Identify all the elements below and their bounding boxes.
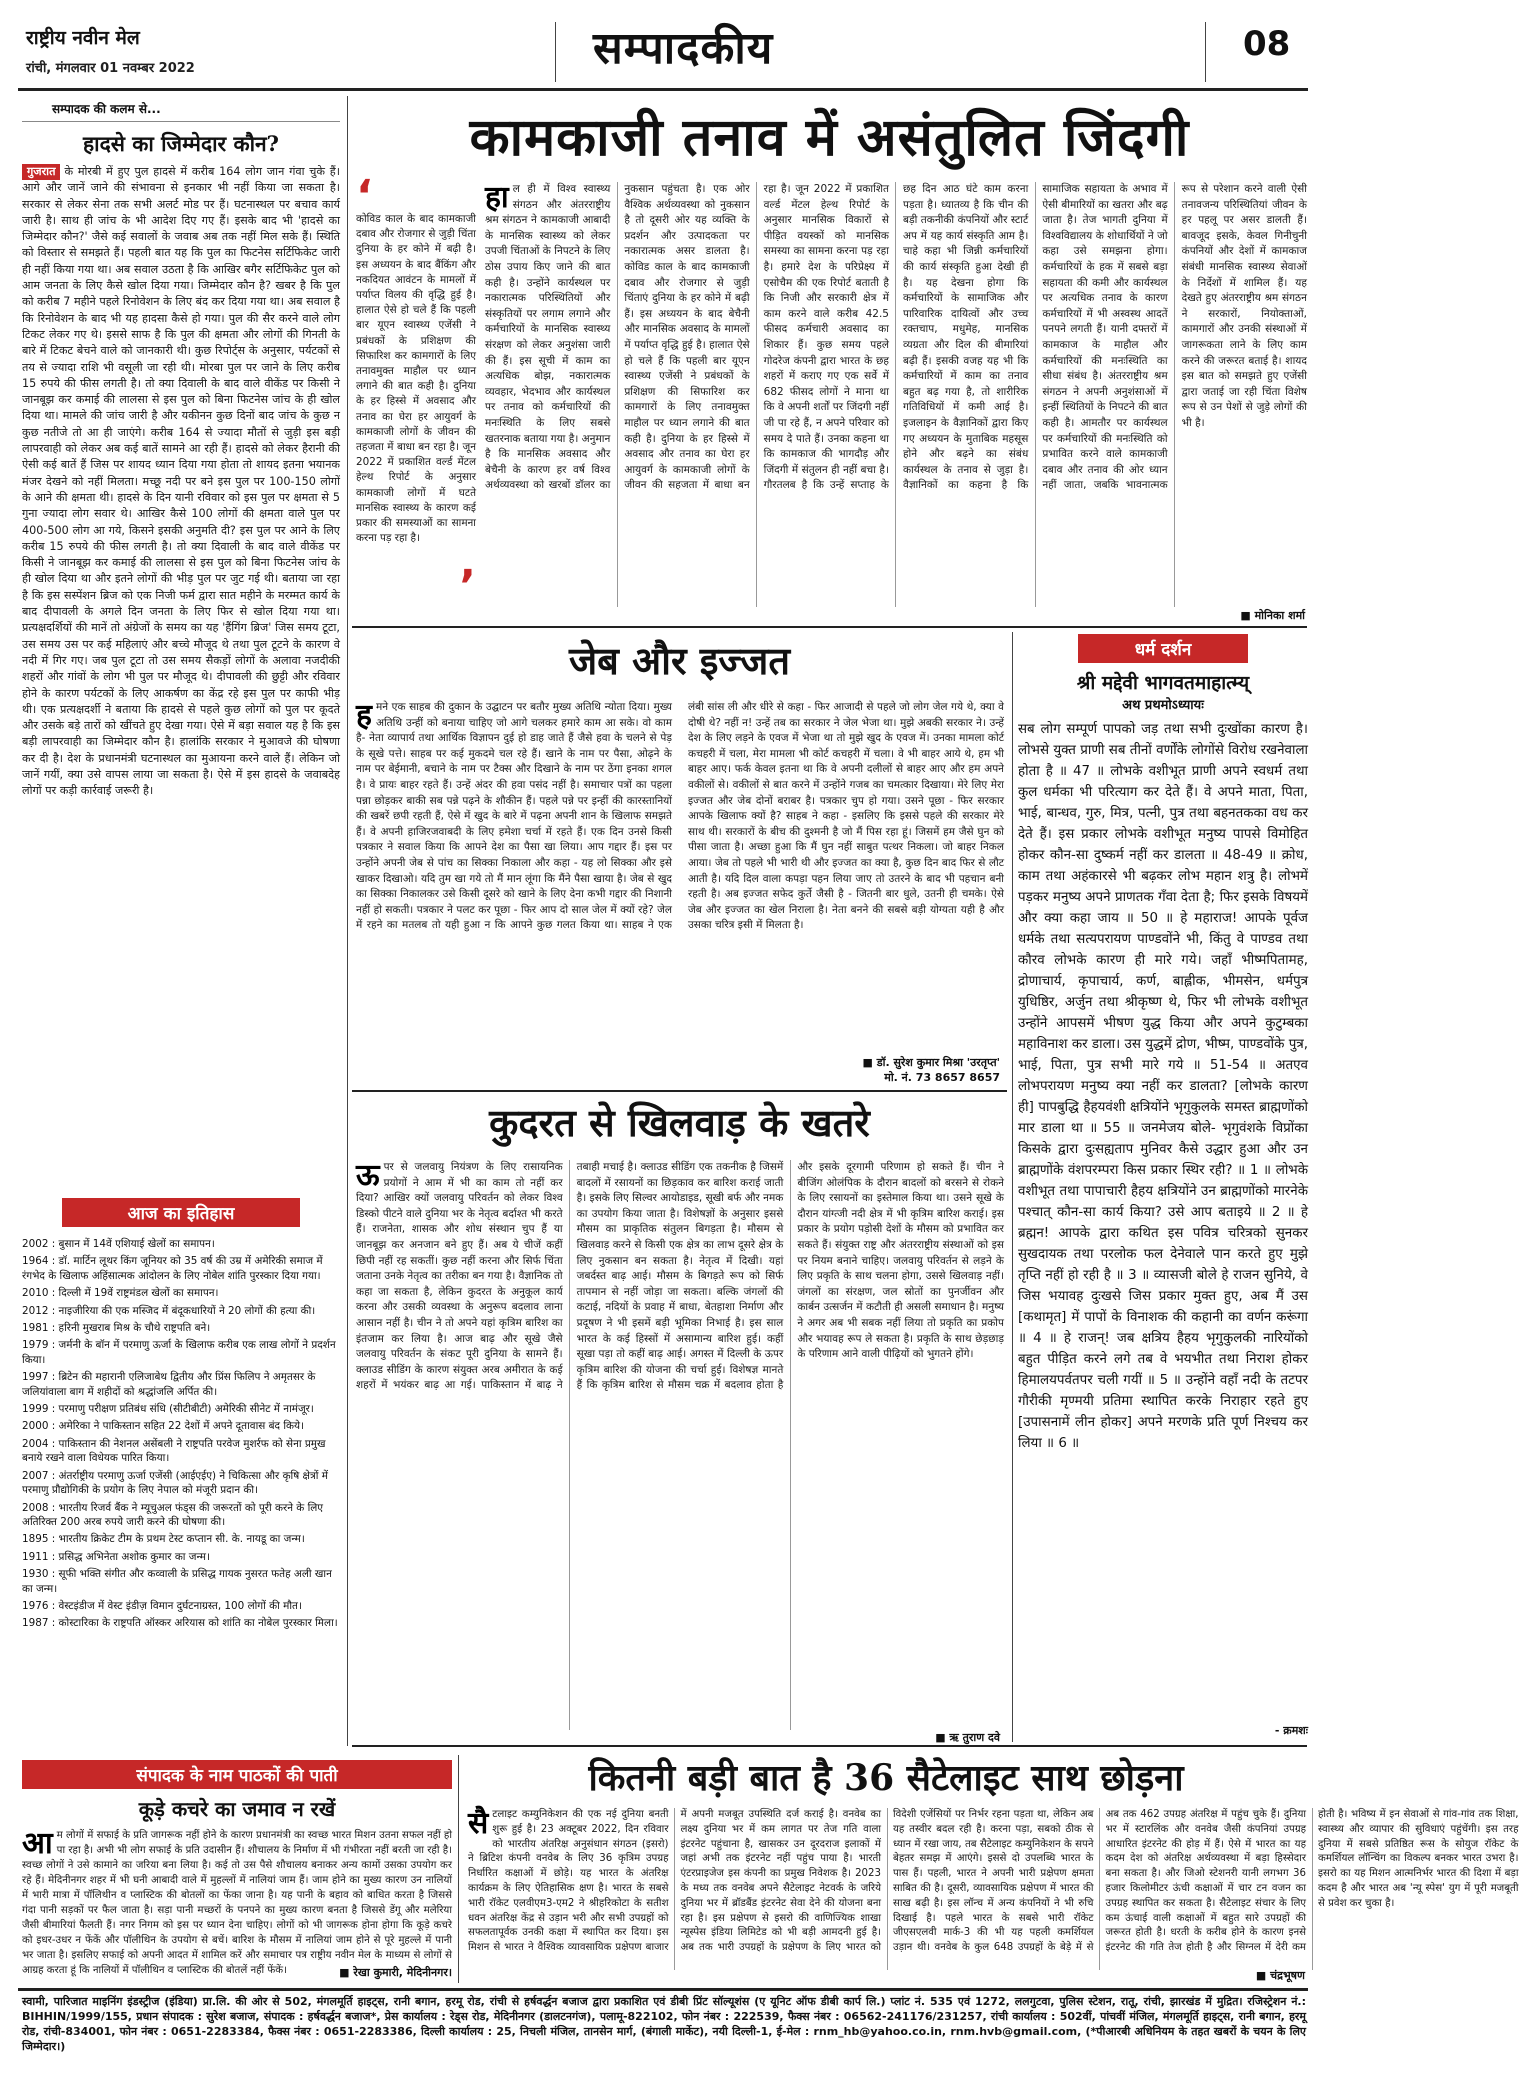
- history-item: 1930 : सूफी भक्ति संगीत और कव्वाली के प्रसिद्ध गायक नुसरत फतेह अली खान का जन्म।: [22, 1568, 332, 1595]
- history-item: 2004 : पाकिस्तान की नेशनल असेंबली ने राष्ट्रपति परवेज मुशर्रफ को सेना प्रमुख बनाये रखने वाला विधेयक पारित किया।: [22, 1437, 326, 1465]
- dharm-subtitle: अथ प्रथमोऽध्यायः: [1122, 698, 1204, 713]
- dateline: रांची, मंगलवार 01 नवम्बर 2022: [26, 61, 195, 76]
- history-item: 1976 : वेस्टइंडीज में वेस्ट इंडीज़ विमान दुर्घटनाग्रस्त, 100 लोगों की मौत।: [22, 1599, 302, 1612]
- history-list: [22, 1237, 340, 1631]
- dharm-body: सब लोग सम्पूर्ण पापको जड़ तथा सभी दुःखोंका कारण है। लोभसे युक्त प्राणी सब तीनों वर्णोंके लोगोंसे विरोध रखनेवाला होता है ॥ 47 ॥ लोभके वशीभूत प्राणी अपने स्वधर्म तथा कुल धर्मका भी परित्याग कर देते हैं। वे अपने माता, पिता, भाई, बान्धव, गुरु, मित्र, पत्नी, पुत्र तथा बहनतकका वध कर देते हैं। इस प्रकार लोभके वशीभूत मनुष्य पापसे विमोहित होकर कौन-सा दुष्कर्म नहीं कर डालता ॥ 48-49 ॥ क्रोध, काम तथा अहंकारसे भी बढ़कर लोभ महान शत्रु है। लोभमें पड़कर मनुष्य अपने प्राणतक गँवा देता है; फिर इसके विषयमें और क्या कहा जाय ॥ 50 ॥ हे महाराज! आपके पूर्वज धर्मके तथा सत्यपरायण पाण्डवोंने भी, किंतु वे पाण्डव तथा कौरव लोभके कारण ही मारे गये। जहाँ भीष्मपितामह, द्रोणाचार्य, कृपाचार्य, कर्ण, बाह्लीक, भीमसेन, धर्मपुत्र युधिष्ठिर, अर्जुन तथा श्रीकृष्ण थे, फिर भी लोभके वशीभूत उन्होंने आपसमें भीषण युद्ध किया और अपने कुटुम्बका महाविनाश कर डाला। उस युद्धमें द्रोण, भीष्म, पाण्डवोंके पुत्र, भाई, पिता, पुत्र सभी मारे गये ॥ 51-54 ॥ अतएव लोभपरायण मनुष्य क्या नहीं कर डालता? [लोभके कारण ही] पापबुद्धि हैहयवंशी क्षत्रियोंने भृगुकुलके समस्त ब्राह्मणोंको मार डाला था ॥ 55 ॥ जनमेजय बोले- भृगुवंशके विप्रोंका किसके द्वारा दुःसह्यताप मुनिवर कैसे उद्धार हुआ और उन ब्राह्मणोंके वंशपरम्परा किस प्रकार स्थिर रही? ॥ 1 ॥ लोभके वशीभूत तथा पापाचारी हैहय क्षत्रियोंने उन ब्राह्मणोंको मारनेके पश्चात् कौन-सा कार्य किया? उसे आप बताइये ॥ 2 ॥ हे ब्रह्मन! आपके द्वारा कथित इस पवित्र चरित्रको सुनकर सुखदायक तथा परलोक फल देनेवाले पान करते हुए मुझे तृप्ति नहीं हो रही है ॥ 3 ॥ व्यासजी बोले हे राजन सुनिये, वे जिस भयावह दुःखसे जिस प्रकार मुक्त हुए, अब मैं उस [कथामृत] में पापों के विनाशक की कहानी का वर्णन करूंगा ॥ 4 ॥ हे राजन्! जब क्षत्रिय हैहय भृगुकुलकी नारियोंको बहुत पीड़ित करने लगे तब वे भयभीत तथा निराश होकर हिमालयपर्वतपर चली गयीं ॥ 5 ॥ उन्होंने वहाँ नदी के तटपर गौरीकी मृण्मयी प्रतिमा स्थापित करके निराहार रहते हुए [उपासनामें लीन होकर] अपने मरणके प्रति पूर्ण निश्चय कर लिया ॥ 6 ॥: [1018, 722, 1308, 1451]
- footer-imprint: स्वामी, पारिजात माइनिंग इंडस्ट्रीज (इंडिया) प्रा.लि. की ओर से 502, मंगलमूर्ति हाइट्स, रानी बगान, हरमू रोड, रांची से हर्षवर्द्धन बजाज द्वारा प्रकाशित एवं डीबी प्रिंट सॉल्यूशंस (ए यूनिट ऑफ डीबी कार्प लि.) प्लांट नं. 535 एवं 1272, ललगुटवा, पुलिस स्टेशन, रातू, रांची, झारखंड में मुद्रित। रजिस्ट्रेशन नं.: BIHHIN/1999/155, प्रधान संपादक : सुरेश बजाज, संपादक : हर्षवर्द्धन बजाज*, प्रेस कार्यालय : रेड्स रोड, मेदिनीनगर (डालटनगंज), पलामू-822102, फोन नंबर : 222539, फैक्स नंबर : 06562-241176/231257, रांची कार्यालय : 502वीं, पांचवीं मंजिल, मंगलमूर्ति हाइट्स, रानी बगान, हरमू रोड, रांची-834001, फोन नंबर : 0651-2283384, फैक्स नंबर : 0651-2283386, दिल्ली कार्यालय : 25, निचली मंजिल, तानसेन मार्ग, (बंगाली मार्केट), नयी दिल्ली-1, ई-मेल : rnm_hb@yahoo.co.in, rnm.hvb@gmail.com, (*पीआरबी अधिनियम के तहत खबरों के चयन के लिए जिम्मेदार।): [22, 1995, 1306, 2053]
- letters-banner: संपादक के नाम पाठकों की पाती: [22, 1760, 452, 1789]
- column-text: के मोरबी में हुए पुल हादसे में करीब 164 लोग जान गंवा चुके हैं। आगे और जानें जाने की संभावना से इनकार भी नहीं किया जा सकता है। सरकार से लेकर सेना तक सभी अलर्ट मोड पर हैं। घटनास्थल पर बचाव कार्य जारी है। साथ ही जांच के भी आदेश दिए गए हैं। इसके बाद भी 'हादसे का जिम्मेदार कौन?' जैसे कई सवालों के जवाब अब तक नहीं मिल सके हैं। स्थिति को विस्तार से समझते हैं। पहली बात यह कि पुल का फिटनेस सर्टिफिकेट जारी ही नहीं किया गया था। अब सवाल उठता है कि आखिर बगैर सर्टिफिकेट पुल को आम जनता के लिए कैसे खोल दिया गया। जिम्मेदार कौन है? खबर है कि पुल को करीब 7 महीने पहले रिनोवेशन के लिए बंद कर दिया गया था। अब सवाल है कि रिनोवेशन के बाद भी यह हादसा कैसे हो गया। पुल की सैर करने वाले लोग टिकट लेकर गए थे। इससे साफ है कि पुल की क्षमता और लोगों की गिनती के बारे में टिकट बेचने वाले को जानकारी थी। कुछ रिपोर्ट्स के अनुसार, पर्यटकों से तय से ज्यादा राशि भी वसूली जा रही थी। मोरबा पुल पर जाने के लिए करीब 15 रुपये की फीस लगती है। तो क्या दिवाली के बाद वाले वीकेंड पर किसी ने जानबूझ कर कमाई की लालसा से इस पुल को बिना फिटनेस जांच के ही खोल दिया था। मामले की जांच जारी है और यकीनन कुछ दिनों बाद जांच के कुछ न कुछ नतीजे तो आ ही जाएंगे। करीब 164 से ज्यादा मौतों से जुड़ी इस बड़ी लापरवाही को लेकर अब कई बातें सामने आ रही हैं। हादसे को लेकर हैरानी की ऐसी कई बातें हैं जिस पर शायद ध्यान दिया गया होता तो शायद इतना भयानक मंजर देखने को नहीं मिलता। मच्छू नदी पर बने इस पुल पर 100-150 लोगों के आने की क्षमता थी। हादसे के दिन यानी रविवार को इस पुल पर क्षमता से 5 गुना ज्यादा लोग सवार थे। आखिर कैसे 100 लोगों की क्षमता वाले पुल पर 400-500 लोग आ गये, किसने इसकी अनुमति दी? इस पुल पर आने के लिए करीब 15 रुपये की फीस लगती है। तो क्या दिवाली के बाद वाले वीकेंड पर किसी ने जानबूझ कर कमाई की लालसा से इस पुल को बिना फिटनेस जांच के ही खोल दिया था और इतने लोगों की भीड़ पुल पर जुट गई थी। बताया जा रहा है कि इस सस्पेंशन ब्रिज को एक निजी फर्म द्वारा सात महीने के मरम्मत कार्य के बाद दीपावली के अगले दिन जनता के लिए फिर से खोल दिया गया था। प्रत्यक्षदर्शियों की मानें तो अंग्रेजों के समय का यह 'हैंगिंग ब्रिज' जिस समय टूटा, उस समय उस पर कई महिलाएं और बच्चे मौजूद थे तथा पुल टूटने के कारण वे नदी में गिर गए। जब पुल टूटा तो उस समय सैकड़ों लोगों के अलावा नजदीकी शहरों और गांवों के लोग भी पुल पर मौजूद थे। दीपावली की छुट्टी और रविवार होने के कारण पर्यटकों के लिए आकर्षण का केंद्र रहे इस पुल पर काफी भीड़ थी। एक प्रत्यक्षदर्शी ने बताया कि हादसे से पहले कुछ लोगों को पुल पर कूदते और उसके बड़े तारों को खींचते हुए देखा गया। ऐसे में बड़ा सवाल यह है कि इस बड़ी लापरवाही का जिम्मेदार कौन है। हालांकि सरकार ने मुआवजे की घोषणा कर दी है। देश के प्रधानमंत्री घटनास्थल का मुआयना करने वाले हैं। लेकिन जो जानें गयीं, क्या उसे वापस लाया जा सकता है। ऐसे में इस हादसे के जवाबदेह लोगों पर कड़ी कार्रवाई जरूरी है।: [22, 165, 340, 798]
- dharm-banner: धर्म दर्शन: [1078, 634, 1248, 663]
- history-item: 1981 : हरिनी मुखराब मिश्र के चौथे राष्ट्रपति बने।: [22, 1322, 211, 1335]
- satellite-byline: ■ चंद्रभूषण: [1255, 1969, 1305, 1982]
- jeb-phone: मो. नं. 73 8657 8657: [884, 1071, 1000, 1084]
- lead-text: ल ही में विश्व स्वास्थ्य संगठन और अंतरराष्ट्रीय श्रम संगठन ने कामकाजी आबादी के मानसिक स्वास्थ्य को लेकर उपजी चिंताओं के निपटने के लिए ठोस उपाय किए जाने की बात कही है। उन्होंने कार्यस्थल पर नकारात्मक परिस्थितियों और संस्कृतियों पर लगाम लगाने और कर्मचारियों के मानसिक स्वास्थ्य संरक्षण को लेकर अनुशंसा जारी की हैं। इस सूची में काम का अत्यधिक बोझ, नकारात्मक व्यवहार, भेदभाव और कार्यस्थल पर तनाव को कर्मचारियों की मनःस्थिति के लिए सबसे खतरनाक बताया गया है। अनुमान है कि मानसिक अवसाद और बेचैनी के कारण हर वर्ष विश्व अर्थव्यवस्था को खरबों डॉलर का नुकसान पहुंचता है। एक ओर वैश्विक अर्थव्यवस्था को नुकसान है तो दूसरी ओर यह व्यक्ति के प्रदर्शन और उत्पादकता पर नकारात्मक असर डालता है। कोविड काल के बाद कामकाजी दबाव और रोजगार से जुड़ी चिंताएं दुनिया के हर कोने में बढ़ी हैं। इस अध्ययन के बाद बेचैनी और मानसिक अवसाद के मामलों में पर्याप्त वृद्धि हुई है। हालात ऐसे हो चले हैं कि पहली बार यूएन स्वास्थ्य एजेंसी ने प्रबंधकों के प्रशिक्षण की सिफारिश कर कामगारों के लिए तनावमुक्त माहौल पर ध्यान लगाने की बात कही है। दुनिया के हर हिस्से में अवसाद और तनाव का घेरा हर आयुवर्ग के कामकाजी लोगों के जीवन की सहजता में बाधा बन रहा है। जून 2022 में प्रकाशित वर्ल्ड मेंटल हेल्थ रिपोर्ट के अनुसार मानसिक विकारों से पीड़ित वयस्कों को मानसिक समस्या का सामना करना पड़ रहा है। हमारे देश के परिप्रेक्ष्य में एसोचैम की एक रिपोर्ट बताती है कि निजी और सरकारी क्षेत्र में काम करने वाले करीब 42.5 फीसद कर्मचारी अवसाद का शिकार हैं। कुछ समय पहले गोदरेज कंपनी द्वारा भारत के छह शहरों में कराए गए एक सर्वे में 682 फीसद लोगों ने माना था कि वे अपनी शर्तों पर जिंदगी नहीं जी पा रहे हैं, न अपने परिवार को समय दे पाते हैं। उनका कहना था कि कामकाज की भागदौड़ और जिंदगी में संतुलन ही नहीं बचा है। गौरतलब है कि उन्हें सप्ताह के छह दिन आठ घंटे काम करना पड़ता है। ध्यातव्य है कि चीन की बड़ी तकनीकी कंपनियों और स्टार्ट अप में यह कार्य संस्कृति आम है। चाहे कहा भी जिन्नी कर्मचारियों की कार्य संस्कृति हुआ देखी ही है। यह देखना होगा कि कर्मचारियों के सामाजिक और पारिवारिक दायित्वों और उच्च रक्तचाप, मधुमेह, मानसिक व्यग्रता और दिल की बीमारियां बढ़ी हैं। इसकी वजह यह भी कि कर्मचारियों में काम का तनाव बहुत बढ़ गया है, तो शारीरिक गतिविधियों में कमी आई है। इजलाइन के वैज्ञानिकों द्वारा किए गए अध्ययन के मुताबिक महसूस होने और बढ़ने का संबंध कार्यस्थल के तनाव से जुड़ा है। वैज्ञानिकों का कहना है कि सामाजिक सहायता के अभाव में ऐसी बीमारियों का खतरा और बढ़ जाता है। तेज भागती दुनिया में विश्वविद्यालय के शोधार्थियों ने जो कहा उसे समझना होगा। कर्मचारियों के हक में सबसे बड़ा सहायता की कमी और कार्यस्थल पर अत्यधिक तनाव के कारण कर्मचारियों में भी अस्वस्थ आदतें पनपने लगती हैं। यानी दफ्तरों में कामकाज के माहौल और कर्मचारियों की मनःस्थिति का सीधा संबंध है। अंतरराष्ट्रीय श्रम संगठन ने अपनी अनुशंसाओं में इन्हीं स्थितियों के निपटने की बात कही है। आमतौर पर कार्यस्थल पर कर्मचारियों की मनःस्थिति को प्रभावित करने वाले कामकाजी दबाव और तनाव की ओर ध्यान नहीं जाता, जबकि भावनात्मक रूप से परेशान करने वाली ऐसी तनावजन्य परिस्थितियां जीवन के हर पहलू पर असर डालती हैं। बावजूद इसके, केवल गिनीचुनी कंपनियों और देशों में कामकाज संबंधी मानसिक स्वास्थ्य सेवाओं के निर्देशों में शामिल हैं। यह देखते हुए अंतरराष्ट्रीय श्रम संगठन ने सरकारों, नियोक्ताओं, कामगारों और उनकी संस्थाओं में जागरूकता लाने के लिए काम करने की जरूरत बताई है। शायद इस बात को समझते हुए एजेंसी द्वारा जताई जा रही चिंता विशेष रूप से उन पेशों से जुड़े लोगों की भी है।: [485, 183, 1307, 492]
- letters-author: रेखा कुमारी, मेदिनीनगर।: [353, 1966, 452, 1979]
- jeb-headline: जेब और इज्जत: [568, 638, 791, 683]
- lead-byline: ■ मोनिका शर्मा: [1240, 609, 1305, 622]
- letters-headline: कूड़े कचरे का जमाव न रखें: [138, 1797, 336, 1821]
- kudrat-byline: ■ ऋ तुराण दवे: [935, 1731, 1000, 1744]
- dharm-box: [1018, 634, 1308, 1739]
- letters-text: म लोगों में सफाई के प्रति जागरूक नहीं होने के कारण प्रधानमंत्री का स्वच्छ भारत मिशन उतना सफल नहीं हो पा रहा है। अभी भी लोग सफाई के प्रति उदासीन हैं। शौचालय के निर्माण में भी गंभीरता नहीं बरती जा रही है। स्वच्छ लोगों ने उसे कामाने का जरिया बना लिया है। कई तो उस पैसे शौचालय बनाकर अन्य कामों उसका उपयोग कर रहे हैं। मेदिनीनगर शहर में भी घनी आबादी वाले में मुहल्लों में नालियां जाम हैं। जाम होने का मुख्य कारण उन नालियों में भारी मात्रा में पॉलिथीन व प्लास्टिक की बोतलों का फेंका जाना है। यह पानी के बहाव को बाधित करता है जिससे गंदा पानी सड़कों पर फैल जाता है। सड़ा पानी मच्छरों के पनपने का मुख्य कारण बनता है जिससे डेंगू और मलेरिया जैसी बीमारियां फैलती हैं। नगर निगम को इस पर ध्यान देना चाहिए। लोगों को भी जागरूक होना होगा कि कूड़े कचरे को इधर-उधर न फेंकें और पॉलीथिन के उपयोग से बचें। बारिश के मौसम में नालियां जाम होने से पूरे मुहल्ले में पानी भर जाता है। इसलिए सफाई को अपनी आदत में शामिल करें और समाचार पत्र राष्ट्रीय नवीन मेल के माध्यम से लोगों से आग्रह करता हूं कि नालियों में पॉलीथिन व प्लास्टिक की बोतलें नहीं फेंकें।: [22, 1830, 452, 1976]
- history-item: 2000 : अमेरिका ने पाकिस्तान सहित 22 देशों में अपने दूतावास बंद किये।: [22, 1420, 304, 1433]
- history-item: 2002 : बुसान में 14वें एशियाई खेलों का समापन।: [22, 1238, 215, 1250]
- divider-left-column: [347, 96, 348, 1746]
- column-tag: गुजरात: [22, 164, 60, 180]
- letters-byline: ■ रेखा कुमारी, मेदिनीनगर।: [339, 1966, 452, 1979]
- history-item: 1987 : कोस्टारिका के राष्ट्रपति ऑस्कर अरियास को शांति का नोबेल पुरस्कार मिला।: [22, 1617, 338, 1630]
- kudrat-headline: कुदरत से खिलवाड़ के खतरे: [489, 1100, 870, 1145]
- lead-headline: कामकाजी तनाव में असंतुलित जिंदगी: [469, 107, 1190, 168]
- paper-name: राष्ट्रीय नवीन मेल: [26, 27, 140, 49]
- history-item: 1911 : प्रसिद्ध अभिनेता अशोक कुमार का जन्म।: [22, 1550, 210, 1563]
- history-item: 2012 : नाइजीरिया की एक मस्जिद में बंदूकधारियों ने 20 लोगों की हत्या की।: [22, 1304, 316, 1317]
- masthead-rule: [18, 88, 1308, 91]
- kudrat-author: ऋ तुराण दवे: [949, 1731, 1000, 1744]
- dharm-title: श्री मद्देवी भागवतमाहात्म्य्: [1076, 672, 1250, 694]
- lead-author: मोनिका शर्मा: [1254, 609, 1305, 622]
- kudrat-text: पर से जलवायु नियंत्रण के लिए रासायनिक प्रयोगों ने आम में भी का काम तो नहीं कर दिया? आखिर क्यों जलवायु परिवर्तन को लेकर विश्व डिस्को पीटने वाले दुनिया भर के नेतृत्व बर्दाश्त भी करते हैं। राजनेता, शासक और शोध संस्थान चुप हैं या जानबूझ कर अनजान बने हुए हैं। अब ये चीजें कहीं छिपी नहीं रह सकतीं। कुछ नहीं करना और सिर्फ चिंता जताना उनके नेतृत्व का तरीका बन गया है। वैज्ञानिक तो कहा जा सकता है, लेकिन कुदरत के अनुकूल कार्य करना और उसकी व्यवस्था के अनुरूप बदलाव लाना आसान नहीं है। चीन ने तो अपने यहां कृत्रिम बारिश का इंतजाम कर लिया है। आज बाढ़ और सूखे जैसे जलवायु परिवर्तन के संकट पूरी दुनिया के सामने हैं। क्लाउड सीडिंग के कारण संयुक्त अरब अमीरात के कई शहरों में भयंकर बाढ़ आ गई। पाकिस्तान में बाढ़ ने तबाही मचाई है। क्लाउड सीडिंग एक तकनीक है जिसमें बादलों में रसायनों का छिड़काव कर बारिश कराई जाती है। इसके लिए सिल्वर आयोडाइड, सूखी बर्फ और नमक का उपयोग किया जाता है। विशेषज्ञों के अनुसार इससे मौसम का प्राकृतिक संतुलन बिगड़ता है। मौसम से खिलवाड़ करने से किसी एक क्षेत्र का लाभ दूसरे क्षेत्र के लिए नुकसान बन सकता है। नेतृत्व में दिखी। यहां जबर्दस्त बाढ़ आई। मौसम के बिगड़ते रूप को सिर्फ तापमान से नहीं जोड़ा जा सकता। बल्कि जंगलों की कटाई, नदियों के प्रवाह में बाधा, बेतहाशा निर्माण और प्रदूषण ने भी इसमें बड़ी भूमिका निभाई है। इस साल भारत के कई हिस्सों में असामान्य बारिश हुई। कहीं सूखा पड़ा तो कहीं बाढ़ आई। अगस्त में दिल्ली के ऊपर कृत्रिम बारिश की योजना की चर्चा हुई। विशेषज्ञ मानते हैं कि कृत्रिम बारिश से मौसम चक्र में बदलाव होता है और इसके दूरगामी परिणाम हो सकते हैं। चीन ने बीजिंग ओलंपिक के दौरान बादलों को बरसने से रोकने के लिए रसायनों का इस्तेमाल किया था। उसने सूखे के दौरान यांग्त्जी नदी क्षेत्र में भी कृत्रिम बारिश कराई। इस प्रकार के प्रयोग पड़ोसी देशों के मौसम को प्रभावित कर सकते हैं। संयुक्त राष्ट्र और अंतरराष्ट्रीय संस्थाओं को इस पर नियम बनाने चाहिए। जलवायु परिवर्तन से लड़ने के लिए प्रकृति के साथ चलना होगा, उससे खिलवाड़ नहीं। जंगलों का संरक्षण, जल स्रोतों का पुनर्जीवन और कार्बन उत्सर्जन में कटौती ही असली समाधान है। मनुष्य ने अगर अब भी सबक नहीं लिया तो प्रकृति का प्रकोप और भयावह रूप ले सकता है। प्रकृति के साथ छेड़छाड़ के परिणाम आने वाली पीढ़ियों को भुगतने होंगे।: [356, 1161, 1004, 1392]
- jeb-byline: ■ डॉ. सुरेश कुमार मिश्रा 'उरतृप्त' मो. नं. 73 8657 8657: [700, 1055, 1000, 1085]
- lead-pullquote: ‘ कोविड काल के बाद कामकाजी दबाव और रोजगार से जुड़ी चिंता दुनिया के हर कोने में बढ़ी है। इस अध्ययन के बाद बैंकिंग और नकदियत आवंटन के मामलों में पर्याप्त विलय की वृद्धि हुई है। हालात ऐसे हो चले हैं कि पहली बार यूएन स्वास्थ्य एजेंसी ने प्रबंधकों के प्रशिक्षण की सिफारिश कर कामगारों के लिए तनावमुक्त माहौल पर ध्यान लगाने की बात कही है। दुनिया के हर हिस्से में अवसाद और तनाव का घेरा हर आयुवर्ग के कामकाजी लोगों के जीवन की तहजता में बाधा बन रहा है। जून 2022 में प्रकाशित वर्ल्ड मेंटल हेल्थ रिपोर्ट के अनुसार कामकाजी लोगों में घटते मानसिक स्वास्थ्य के कारण कई प्रकार की समस्याओं का सामना करना पड़ रहा है। ’: [356, 171, 476, 612]
- section-title: सम्पादकीय: [593, 23, 774, 74]
- satellite-top-rule: [352, 1745, 1307, 1747]
- jeb-author: डॉ. सुरेश कुमार मिश्रा 'उरतृप्त': [876, 1056, 1000, 1069]
- kudrat-body: ऊपर से जलवायु नियंत्रण के लिए रासायनिक प्रयोगों ने आम में भी का काम तो नहीं कर दिया? आखिर क्यों जलवायु परिवर्तन को लेकर विश्व डिस्को पीटने वाले दुनिया भर के नेतृत्व बर्दाश्त भी करते हैं। राजनेता, शासक और शोध संस्थान चुप हैं या जानबूझ कर अनजान बने हुए हैं। अब ये चीजें कहीं छिपी नहीं रह सकतीं। कुछ नहीं करना और सिर्फ चिंता जताना उनके नेतृत्व का तरीका बन गया है। वैज्ञानिक तो कहा जा सकता है, लेकिन कुदरत के अनुकूल कार्य करना और उसकी व्यवस्था के अनुरूप बदलाव लाना आसान नहीं है। चीन ने तो अपने यहां कृत्रिम बारिश का इंतजाम कर लिया है। आज बाढ़ और सूखे जैसे जलवायु परिवर्तन के संकट पूरी दुनिया के सामने हैं। क्लाउड सीडिंग के कारण संयुक्त अरब अमीरात के कई शहरों में भयंकर बाढ़ आ गई। पाकिस्तान में बाढ़ ने तबाही मचाई है। क्लाउड सीडिंग एक तकनीक है जिसमें बादलों में रसायनों का छिड़काव कर बारिश कराई जाती है। इसके लिए सिल्वर आयोडाइड, सूखी बर्फ और नमक का उपयोग किया जाता है। विशेषज्ञों के अनुसार इससे मौसम का प्राकृतिक संतुलन बिगड़ता है। मौसम से खिलवाड़ करने से किसी एक क्षेत्र का लाभ दूसरे क्षेत्र के लिए नुकसान बन सकता है। नेतृत्व में दिखी। यहां जबर्दस्त बाढ़ आई। मौसम के बिगड़ते रूप को सिर्फ तापमान से नहीं जोड़ा जा सकता। बल्कि जंगलों की कटाई, नदियों के प्रवाह में बाधा, बेतहाशा निर्माण और प्रदूषण ने भी इसमें बड़ी भूमिका निभाई है। इस साल भारत के कई हिस्सों में असामान्य बारिश हुई। कहीं सूखा पड़ा तो कहीं बाढ़ आई। अगस्त में दिल्ली के ऊपर कृत्रिम बारिश की योजना की चर्चा हुई। विशेषज्ञ मानते हैं कि कृत्रिम बारिश से मौसम चक्र में बदलाव होता है और इसके दूरगामी परिणाम हो सकते हैं। चीन ने बीजिंग ओलंपिक के दौरान बादलों को बरसने से रोकने के लिए रसायनों का इस्तेमाल किया था। उसने सूखे के दौरान यांग्त्जी नदी क्षेत्र में भी कृत्रिम बारिश कराई। इस प्रकार के प्रयोग पड़ोसी देशों के मौसम को प्रभावित कर सकते हैं। संयुक्त राष्ट्र और अंतरराष्ट्रीय संस्थाओं को इस पर नियम बनाने चाहिए। जलवायु परिवर्तन से लड़ने के लिए प्रकृति के साथ चलना होगा, उससे खिलवाड़ नहीं। जंगलों का संरक्षण, जल स्रोतों का पुनर्जीवन और कार्बन उत्सर्जन में कटौती ही असली समाधान है। मनुष्य ने अगर अब भी सबक नहीं लिया तो प्रकृति का प्रकोप और भयावह रूप ले सकता है। प्रकृति के साथ छेड़छाड़ के परिणाम आने वाली पीढ़ियों को भुगतने होंगे।: [356, 1158, 1004, 1392]
- satellite-author: चंद्रभूषण: [1270, 1969, 1305, 1982]
- divider-dharm: [1012, 632, 1013, 1742]
- column-headline: हादसे का जिम्मेदार कौन?: [82, 131, 279, 156]
- history-item: 1895 : भारतीय क्रिकेट टीम के प्रथम टेस्ट कप्तान सी. के. नायडू का जन्म।: [22, 1533, 305, 1546]
- history-item: 2007 : अंतर्राष्ट्रीय परमाणु ऊर्जा एजेंसी (आईएईए) ने चिकित्सा और कृषि क्षेत्रों में परमाणु प्रौद्योगिकी के प्रयोग के लिए नेपाल को मंजूरी प्रदान की।: [22, 1469, 328, 1497]
- letters-body: आम लोगों में सफाई के प्रति जागरूक नहीं होने के कारण प्रधानमंत्री का स्वच्छ भारत मिशन उतना सफल नहीं हो पा रहा है। अभी भी लोग सफाई के प्रति उदासीन हैं। शौचालय के निर्माण में भी गंभीरता नहीं बरती जा रही है। स्वच्छ लोगों ने उसे कामाने का जरिया बना लिया है। कई तो उस पैसे शौचालय बनाकर अन्य कामों उसका उपयोग कर रहे हैं। मेदिनीनगर शहर में भी घनी आबादी वाले में मुहल्लों में नालियां जाम हैं। जाम होने का मुख्य कारण उन नालियों में भारी मात्रा में पॉलिथीन व प्लास्टिक की बोतलों का फेंका जाना है। यह पानी के बहाव को बाधित करता है जिससे गंदा पानी सड़कों पर फैल जाता है। सड़ा पानी मच्छरों के पनपने का मुख्य कारण बनता है जिससे डेंगू और मलेरिया जैसी बीमारियां फैलती हैं। नगर निगम को इस पर ध्यान देना चाहिए। लोगों को भी जागरूक होना होगा कि कूड़े कचरे को इधर-उधर न फेंकें और पॉलीथिन के उपयोग से बचें। बारिश के मौसम में नालियां जाम होने से पूरे मुहल्ले में पानी भर जाता है। इसलिए सफाई को अपनी आदत में शामिल करें और समाचार पत्र राष्ट्रीय नवीन मेल के माध्यम से लोगों से आग्रह करता हूं कि नालियों में पॉलीथिन व प्लास्टिक की बोतलें नहीं फेंकें।: [22, 1826, 452, 1976]
- letters-box: [22, 1760, 452, 1982]
- history-item: 1999 : परमाणु परीक्षण प्रतिबंध संधि (सीटीबीटी) अमेरिकी सीनेट में नामंजूर।: [22, 1403, 314, 1416]
- divider-letters: [458, 1755, 459, 1983]
- jeb-body: हमने एक साहब की दुकान के उद्घाटन पर बतौर मुख्य अतिथि न्योता दिया। मुख्य अतिथि उन्हीं को बनाया चाहिए जो आगे चलकर हमारे काम आ सके। वो काम है- नेता व्यापार्य तथा आर्थिक विज्ञापन दुई हो डाह जाते हैं जैसे हवा के चलने से पेड़ के सूखे पत्ते। साहब पर कई मुकदमे चल रहे हैं। खाने के नाम पर पैसा, ओढ़ने के नाम पर बेईमानी, बचाने के नाम पर टैक्स और दिखाने के नाम पर ठेंगा इनका शगल है। वे प्रायः बाहर रहते हैं। उन्हें अंदर की हवा पसंद नहीं है। समाचार पत्रों का पहला पन्ना छोड़कर बाकी सब पन्ने पढ़ने के शौकीन हैं। पहले पन्ने पर इन्हीं की कारस्तानियों की खबरें छपी रहती हैं, ऐसे में खुद के बारे में पढ़ना अपनी शान के खिलाफ समझते हैं। वे अपनी हाजिरजवाबदी के लिए हमेशा चर्चा में रहते हैं। एक दिन उनसे किसी पत्रकार ने सवाल किया कि आपने देश का पैसा खा लिया। आप गद्दार हैं। इस पर उन्होंने अपनी जेब से पांच का सिक्का निकाला और कहा - यह लो सिक्का और इसे खाकर दिखाओ। यदि तुम खा गये तो मैं मान लूंगा कि मैंने पैसा खाया है। जेब से खुद का सिक्का निकालकर उसे किसी दूसरे को खाने के लिए देना कभी गद्दार की निशानी नहीं हो सकती। पत्रकार ने पलट कर पूछा - फिर आप दो साल जेल में क्यों रहे? जेल में रहने का मतलब तो यही हुआ न कि आपने कुछ गलत किया था। साहब ने एक लंबी सांस ली और धीरे से कहा - फिर आजादी से पहले जो लोग जेल गये थे, क्या वे दोषी थे? नहीं न! उन्हें तब का सरकार ने जेल भेजा था। मुझे अबकी सरकार ने। उन्हें देश के लिए लड़ने के एवज में भेजा था तो मुझे खुद के एवज में। उनका मामला कोर्ट कचहरी में चला, मेरा मामला भी कोर्ट कचहरी में चला। वे भी बाहर आये थे, हम भी बाहर आए। फर्क केवल इतना था कि वे अपनी दलीलों से बाहर आए और हम अपने वकीलों से। वकीलों से बात करने में उन्होंने गजब का चमत्कार दिखाया। मेरे लिए मेरा इज्जत और जेब दोनों बराबर है। पत्रकार चुप हो गया। उसने पूछा - फिर सरकार आपके खिलाफ क्यों है? साहब ने कहा - इसलिए कि इससे पहले की सरकार मेरे साथ थी। सरकारों के बीच की दुश्मनी है जो मैं पिस रहा हूं। जिसमें हम जैसे घुन को पीसा जाता है। अच्छा हुआ कि मैं घुन नहीं साबुत पत्थर निकला। जो बाहर निकल आया। जेब तो पहले भी भारी थी और इज्जत का क्या है, कुछ दिन बाद फिर से लौट आती है। यदि दिल वाला कपड़ा पहन लिया जाए तो उतरने के बाद भी पहचान बनी रहती है। अब इज्जत सफेद कुर्ते जैसी है - जितनी बार धुले, उतनी ही चमके। ऐसे जेब और इज्जत का खेल निराला है। नेता बनने की सबसे बड़ी योग्यता यही है और उसका चरित्र इसी में मिलता है।: [356, 698, 1004, 932]
- satellite-body: सैटलाइट कम्युनिकेशन की एक नई दुनिया बनती शुरू हुई है। 23 अक्टूबर 2022, दिन रविवार को भारतीय अंतरिक्ष अनुसंधान संगठन (इसरो) ने ब्रिटिश कंपनी वनवेब के लिए 36 कृत्रिम उपग्रह निर्धारित कक्षाओं में छोड़े। यह भारत के अंतरिक्ष कार्यक्रम के लिए ऐतिहासिक क्षण है। भारत के सबसे भारी रॉकेट एलवीएम3-एम2 ने श्रीहरिकोटा के सतीश धवन अंतरिक्ष केंद्र से उड़ान भरी और सभी उपग्रहों को सफलतापूर्वक उनकी कक्षा में स्थापित कर दिया। इस मिशन से भारत ने वैश्विक व्यावसायिक प्रक्षेपण बाजार में अपनी मजबूत उपस्थिति दर्ज कराई है। वनवेब का लक्ष्य दुनिया भर में कम लागत पर तेज गति वाला इंटरनेट पहुंचाना है, खासकर उन दूरदराज इलाकों में जहां अभी तक इंटरनेट नहीं पहुंच पाया है। भारती एंटरप्राइजेज इस कंपनी का प्रमुख निवेशक है। 2023 के मध्य तक वनवेब अपने सैटेलाइट नेटवर्क के जरिये दुनिया भर में ब्रॉडबैंड इंटरनेट सेवा देने की योजना बना रहा है। इस प्रक्षेपण से इसरो की वाणिज्यिक शाखा न्यूस्पेस इंडिया लिमिटेड को भी बड़ी आमदनी हुई है। अब तक भारी उपग्रहों के प्रक्षेपण के लिए भारत को विदेशी एजेंसियों पर निर्भर रहना पड़ता था, लेकिन अब यह तस्वीर बदल रही है। करना पड़ा, सबको ठीक से ध्यान में रखा जाय, तब सैटेलाइट कम्युनिकेशन के सपने बेहतर समझ में आएंगे। इससे दो उपलब्धि भारत के पास हैं। पहली, भारत ने अपनी भारी प्रक्षेपण क्षमता साबित की है। दूसरी, व्यावसायिक प्रक्षेपण में भारत की साख बढ़ी है। इस लॉन्च में अन्य कंपनियों ने भी रुचि दिखाई है। पहले भारत के सबसे भारी रॉकेट जीएसएलवी मार्क-3 की भी यह पहली कमर्शियल उड़ान थी। वनवेब के कुल 648 उपग्रहों के बेड़े में से अब तक 462 उपग्रह अंतरिक्ष में पहुंच चुके हैं। दुनिया भर में स्टारलिंक और वनवेब जैसी कंपनियां उपग्रह आधारित इंटरनेट की होड़ में हैं। ऐसे में भारत का यह कदम देश को अंतरिक्ष अर्थव्यवस्था में बड़ा हिस्सेदार बना सकता है। और जिओ स्टेशनरी यानी लगभग 36 हजार किलोमीटर ऊंची कक्षाओं में चार टन वजन का उपग्रह स्थापित कर सकता है। सैटेलाइट संचार के लिए कम ऊंचाई वाली कक्षाओं में बहुत सारे उपग्रहों की जरूरत होती है। धरती के करीब होने के कारण इनसे इंटरनेट की गति तेज होती है और सिग्नल में देरी कम होती है। भविष्य में इन सेवाओं से गांव-गांव तक शिक्षा, स्वास्थ्य और व्यापार की सुविधाएं पहुंचेंगी। इस तरह दुनिया में सबसे प्रतिष्ठित रूस के सोयुज रॉकेट के कमर्शियल लॉन्चिंग का विकल्प बनकर भारत उभरा है। इसरो का यह मिशन आत्मनिर्भर भारत की दिशा में बड़ा कदम है और भारत अब 'न्यू स्पेस' युग में पूरी मजबूती से प्रवेश कर चुका है।: [468, 1806, 1519, 1954]
- jeb-bottom-rule: [352, 1090, 1007, 1092]
- satellite-headline: कितनी बड़ी बात है 36 सैटेलाइट साथ छोड़ना: [588, 1757, 1184, 1799]
- pullquote-text: कोविड काल के बाद कामकाजी दबाव और रोजगार से जुड़ी चिंता दुनिया के हर कोने में बढ़ी है। इस अध्ययन के बाद बैंकिंग और नकदियत आवंटन के मामलों में पर्याप्त विलय की वृद्धि हुई है। हालात ऐसे हो चले हैं कि पहली बार यूएन स्वास्थ्य एजेंसी ने प्रबंधकों के प्रशिक्षण की सिफारिश कर कामगारों के लिए तनावमुक्त माहौल पर ध्यान लगाने की बात कही है। दुनिया के हर हिस्से में अवसाद और तनाव का घेरा हर आयुवर्ग के कामकाजी लोगों के जीवन की तहजता में बाधा बन रहा है। जून 2022 में प्रकाशित वर्ल्ड मेंटल हेल्थ रिपोर्ट के अनुसार कामकाजी लोगों में घटते मानसिक स्वास्थ्य के कारण कई प्रकार की समस्याओं का सामना करना पड़ रहा है।: [356, 213, 476, 545]
- column-body: [22, 164, 340, 1164]
- history-item: 1997 : ब्रिटेन की महारानी एलिजाबेथ द्वितीय और प्रिंस फिलिप ने अमृतसर के जलियांवाला बाग में शहीदों को श्रद्धांजलि अर्पित की।: [22, 1371, 316, 1398]
- footer-rule: [18, 1988, 1308, 1991]
- history-item: 1964 : डॉ. मार्टिन लूथर किंग जूनियर को 35 वर्ष की उम्र में अमेरिकी समाज में रंगभेद के खिलाफ अहिंसात्मक आंदोलन के लिए नोबेल शांति पुरस्कार दिया गया।: [22, 1255, 323, 1282]
- lead-body: हाल ही में विश्व स्वास्थ्य संगठन और अंतरराष्ट्रीय श्रम संगठन ने कामकाजी आबादी के मानसिक स्वास्थ्य को लेकर उपजी चिंताओं के निपटने के लिए ठोस उपाय किए जाने की बात कही है। उन्होंने कार्यस्थल पर नकारात्मक परिस्थितियों और संस्कृतियों पर लगाम लगाने और कर्मचारियों के मानसिक स्वास्थ्य संरक्षण को लेकर अनुशंसा जारी की हैं। इस सूची में काम का अत्यधिक बोझ, नकारात्मक व्यवहार, भेदभाव और कार्यस्थल पर तनाव को कर्मचारियों की मनःस्थिति के लिए सबसे खतरनाक बताया गया है। अनुमान है कि मानसिक अवसाद और बेचैनी के कारण हर वर्ष विश्व अर्थव्यवस्था को खरबों डॉलर का नुकसान पहुंचता है। एक ओर वैश्विक अर्थव्यवस्था को नुकसान है तो दूसरी ओर यह व्यक्ति के प्रदर्शन और उत्पादकता पर नकारात्मक असर डालता है। कोविड काल के बाद कामकाजी दबाव और रोजगार से जुड़ी चिंताएं दुनिया के हर कोने में बढ़ी हैं। इस अध्ययन के बाद बेचैनी और मानसिक अवसाद के मामलों में पर्याप्त वृद्धि हुई है। हालात ऐसे हो चले हैं कि पहली बार यूएन स्वास्थ्य एजेंसी ने प्रबंधकों के प्रशिक्षण की सिफारिश कर कामगारों के लिए तनावमुक्त माहौल पर ध्यान लगाने की बात कही है। दुनिया के हर हिस्से में अवसाद और तनाव का घेरा हर आयुवर्ग के कामकाजी लोगों के जीवन की सहजता में बाधा बन रहा है। जून 2022 में प्रकाशित वर्ल्ड मेंटल हेल्थ रिपोर्ट के अनुसार मानसिक विकारों से पीड़ित वयस्कों को मानसिक समस्या का सामना करना पड़ रहा है। हमारे देश के परिप्रेक्ष्य में एसोचैम की एक रिपोर्ट बताती है कि निजी और सरकारी क्षेत्र में काम करने वाले करीब 42.5 फीसद कर्मचारी अवसाद का शिकार हैं। कुछ समय पहले गोदरेज कंपनी द्वारा भारत के छह शहरों में कराए गए एक सर्वे में 682 फीसद लोगों ने माना था कि वे अपनी शर्तों पर जिंदगी नहीं जी पा रहे हैं, न अपने परिवार को समय दे पाते हैं। उनका कहना था कि कामकाज की भागदौड़ और जिंदगी में संतुलन ही नहीं बचा है। गौरतलब है कि उन्हें सप्ताह के छह दिन आठ घंटे काम करना पड़ता है। ध्यातव्य है कि चीन की बड़ी तकनीकी कंपनियों और स्टार्ट अप में यह कार्य संस्कृति आम है। चाहे कहा भी जिन्नी कर्मचारियों की कार्य संस्कृति हुआ देखी ही है। यह देखना होगा कि कर्मचारियों के सामाजिक और पारिवारिक दायित्वों और उच्च रक्तचाप, मधुमेह, मानसिक व्यग्रता और दिल की बीमारियां बढ़ी हैं। इसकी वजह यह भी कि कर्मचारियों में काम का तनाव बहुत बढ़ गया है, तो शारीरिक गतिविधियों में कमी आई है। इजलाइन के वैज्ञानिकों द्वारा किए गए अध्ययन के मुताबिक महसूस होने और बढ़ने का संबंध कार्यस्थल के तनाव से जुड़ा है। वैज्ञानिकों का कहना है कि सामाजिक सहायता के अभाव में ऐसी बीमारियों का खतरा और बढ़ जाता है। तेज भागती दुनिया में विश्वविद्यालय के शोधार्थियों ने जो कहा उसे समझना होगा। कर्मचारियों के हक में सबसे बड़ा सहायता की कमी और कार्यस्थल पर अत्यधिक तनाव के कारण कर्मचारियों में भी अस्वस्थ आदतें पनपने लगती हैं। यानी दफ्तरों में कामकाज के माहौल और कर्मचारियों की मनःस्थिति का सीधा संबंध है। अंतरराष्ट्रीय श्रम संगठन ने अपनी अनुशंसाओं में इन्हीं स्थितियों के निपटने की बात कही है। आमतौर पर कार्यस्थल पर कर्मचारियों की मनःस्थिति को प्रभावित करने वाले कामकाजी दबाव और तनाव की ओर ध्यान नहीं जाता, जबकि भावनात्मक रूप से परेशान करने वाली ऐसी तनावजन्य परिस्थितियां जीवन के हर पहलू पर असर डालती हैं। बावजूद इसके, केवल गिनीचुनी कंपनियों और देशों में कामकाज संबंधी मानसिक स्वास्थ्य सेवाओं के निर्देशों में शामिल हैं। यह देखते हुए अंतरराष्ट्रीय श्रम संगठन ने सरकारों, नियोक्ताओं, कामगारों और उनकी संस्थाओं में जागरूकता लाने के लिए काम करने की जरूरत बताई है। शायद इस बात को समझते हुए एजेंसी द्वारा जताई जा रही चिंता विशेष रूप से उन पेशों से जुड़े लोगों की भी है।: [485, 180, 1307, 492]
- jeb-text: मने एक साहब की दुकान के उद्घाटन पर बतौर मुख्य अतिथि न्योता दिया। मुख्य अतिथि उन्हीं को बनाया चाहिए जो आगे चलकर हमारे काम आ सके। वो काम है- नेता व्यापार्य तथा आर्थिक विज्ञापन दुई हो डाह जाते हैं जैसे हवा के चलने से पेड़ के सूखे पत्ते। साहब पर कई मुकदमे चल रहे हैं। खाने के नाम पर पैसा, ओढ़ने के नाम पर बेईमानी, बचाने के नाम पर टैक्स और दिखाने के नाम पर ठेंगा इनका शगल है। वे प्रायः बाहर रहते हैं। उन्हें अंदर की हवा पसंद नहीं है। समाचार पत्रों का पहला पन्ना छोड़कर बाकी सब पन्ने पढ़ने के शौकीन हैं। पहले पन्ने पर इन्हीं की कारस्तानियों की खबरें छपी रहती हैं, ऐसे में खुद के बारे में पढ़ना अपनी शान के खिलाफ समझते हैं। वे अपनी हाजिरजवाबदी के लिए हमेशा चर्चा में रहते हैं। एक दिन उनसे किसी पत्रकार ने सवाल किया कि आपने देश का पैसा खा लिया। आप गद्दार हैं। इस पर उन्होंने अपनी जेब से पांच का सिक्का निकाला और कहा - यह लो सिक्का और इसे खाकर दिखाओ। यदि तुम खा गये तो मैं मान लूंगा कि मैंने पैसा खाया है। जेब से खुद का सिक्का निकालकर उसे किसी दूसरे को खाने के लिए देना कभी गद्दार की निशानी नहीं हो सकती। पत्रकार ने पलट कर पूछा - फिर आप दो साल जेल में क्यों रहे? जेल में रहने का मतलब तो यही हुआ न कि आपने कुछ गलत किया था। साहब ने एक लंबी सांस ली और धीरे से कहा - फिर आजादी से पहले जो लोग जेल गये थे, क्या वे दोषी थे? नहीं न! उन्हें तब का सरकार ने जेल भेजा था। मुझे अबकी सरकार ने। उन्हें देश के लिए लड़ने के एवज में भेजा था तो मुझे खुद के एवज में। उनका मामला कोर्ट कचहरी में चला, मेरा मामला भी कोर्ट कचहरी में चला। वे भी बाहर आये थे, हम भी बाहर आए। फर्क केवल इतना था कि वे अपनी दलीलों से बाहर आए और हम अपने वकीलों से। वकीलों से बात करने में उन्होंने गजब का चमत्कार दिखाया। मेरे लिए मेरा इज्जत और जेब दोनों बराबर है। पत्रकार चुप हो गया। उसने पूछा - फिर सरकार आपके खिलाफ क्यों है? साहब ने कहा - इसलिए कि इससे पहले की सरकार मेरे साथ थी। सरकारों के बीच की दुश्मनी है जो मैं पिस रहा हूं। जिसमें हम जैसे घुन को पीसा जाता है। अच्छा हुआ कि मैं घुन नहीं साबुत पत्थर निकला। जो बाहर निकल आया। जेब तो पहले भी भारी थी और इज्जत का क्या है, कुछ दिन बाद फिर से लौट आती है। यदि दिल वाला कपड़ा पहन लिया जाए तो उतरने के बाद भी पहचान बनी रहती है। अब इज्जत सफेद कुर्ते जैसी है - जितनी बार धुले, उतनी ही चमके। ऐसे जेब और इज्जत का खेल निराला है। नेता बनने की सबसे बड़ी योग्यता यही है और उसका चरित्र इसी में मिलता है।: [356, 701, 1004, 932]
- history-title: आज का इतिहास: [62, 1198, 300, 1227]
- column-kicker: सम्पादक की कलम से...: [22, 96, 340, 122]
- history-item: 2008 : भारतीय रिजर्व बैंक ने म्यूचुअल फंड्स की जरूरतों को पूरी करने के लिए अतिरिक्त 200 अरब रुपये जारी करने की घोषणा की।: [22, 1501, 324, 1528]
- masthead-divider-left: [555, 22, 556, 82]
- page-number: 08: [1243, 24, 1291, 64]
- masthead: [18, 18, 1308, 88]
- history-box: [22, 1198, 340, 1743]
- history-item: 2010 : दिल्ली में 19वें राष्ट्रमंडल खेलों का समापन।: [22, 1287, 219, 1300]
- satellite-text: टलाइट कम्युनिकेशन की एक नई दुनिया बनती शुरू हुई है। 23 अक्टूबर 2022, दिन रविवार को भारतीय अंतरिक्ष अनुसंधान संगठन (इसरो) ने ब्रिटिश कंपनी वनवेब के लिए 36 कृत्रिम उपग्रह निर्धारित कक्षाओं में छोड़े। यह भारत के अंतरिक्ष कार्यक्रम के लिए ऐतिहासिक क्षण है। भारत के सबसे भारी रॉकेट एलवीएम3-एम2 ने श्रीहरिकोटा के सतीश धवन अंतरिक्ष केंद्र से उड़ान भरी और सभी उपग्रहों को सफलतापूर्वक उनकी कक्षा में स्थापित कर दिया। इस मिशन से भारत ने वैश्विक व्यावसायिक प्रक्षेपण बाजार में अपनी मजबूत उपस्थिति दर्ज कराई है। वनवेब का लक्ष्य दुनिया भर में कम लागत पर तेज गति वाला इंटरनेट पहुंचाना है, खासकर उन दूरदराज इलाकों में जहां अभी तक इंटरनेट नहीं पहुंच पाया है। भारती एंटरप्राइजेज इस कंपनी का प्रमुख निवेशक है। 2023 के मध्य तक वनवेब अपने सैटेलाइट नेटवर्क के जरिये दुनिया भर में ब्रॉडबैंड इंटरनेट सेवा देने की योजना बना रहा है। इस प्रक्षेपण से इसरो की वाणिज्यिक शाखा न्यूस्पेस इंडिया लिमिटेड को भी बड़ी आमदनी हुई है। अब तक भारी उपग्रहों के प्रक्षेपण के लिए भारत को विदेशी एजेंसियों पर निर्भर रहना पड़ता था, लेकिन अब यह तस्वीर बदल रही है। करना पड़ा, सबको ठीक से ध्यान में रखा जाय, तब सैटेलाइट कम्युनिकेशन के सपने बेहतर समझ में आएंगे। इससे दो उपलब्धि भारत के पास हैं। पहली, भारत ने अपनी भारी प्रक्षेपण क्षमता साबित की है। दूसरी, व्यावसायिक प्रक्षेपण में भारत की साख बढ़ी है। इस लॉन्च में अन्य कंपनियों ने भी रुचि दिखाई है। पहले भारत के सबसे भारी रॉकेट जीएसएलवी मार्क-3 की भी यह पहली कमर्शियल उड़ान थी। वनवेब के कुल 648 उपग्रहों के बेड़े में से अब तक 462 उपग्रह अंतरिक्ष में पहुंच चुके हैं। दुनिया भर में स्टारलिंक और वनवेब जैसी कंपनियां उपग्रह आधारित इंटरनेट की होड़ में हैं। ऐसे में भारत का यह कदम देश को अंतरिक्ष अर्थव्यवस्था में बड़ा हिस्सेदार बना सकता है। और जिओ स्टेशनरी यानी लगभग 36 हजार किलोमीटर ऊंची कक्षाओं में चार टन वजन का उपग्रह स्थापित कर सकता है। सैटेलाइट संचार के लिए कम ऊंचाई वाली कक्षाओं में बहुत सारे उपग्रहों की जरूरत होती है। धरती के करीब होने के कारण इनसे इंटरनेट की गति तेज होती है और सिग्नल में देरी कम होती है। भविष्य में इन सेवाओं से गांव-गांव तक शिक्षा, स्वास्थ्य और व्यापार की सुविधाएं पहुंचेंगी। इस तरह दुनिया में सबसे प्रतिष्ठित रूस के सोयुज रॉकेट के कमर्शियल लॉन्चिंग का विकल्प बनकर भारत उभरा है। इसरो का यह मिशन आत्मनिर्भर भारत की दिशा में बड़ा कदम है और भारत अब 'न्यू स्पेस' युग में पूरी मजबूती से प्रवेश कर चुका है।: [468, 1809, 1519, 1954]
- masthead-divider-right: [1205, 22, 1206, 82]
- history-item: 1979 : जर्मनी के बॉन में परमाणु ऊर्जा के खिलाफ करीब एक लाख लोगों ने प्रदर्शन किया।: [22, 1339, 336, 1366]
- lead-bottom-rule: [352, 626, 1307, 628]
- editorial-column: [22, 96, 340, 1191]
- dharm-continued: - क्रमशः: [1274, 1724, 1308, 1737]
